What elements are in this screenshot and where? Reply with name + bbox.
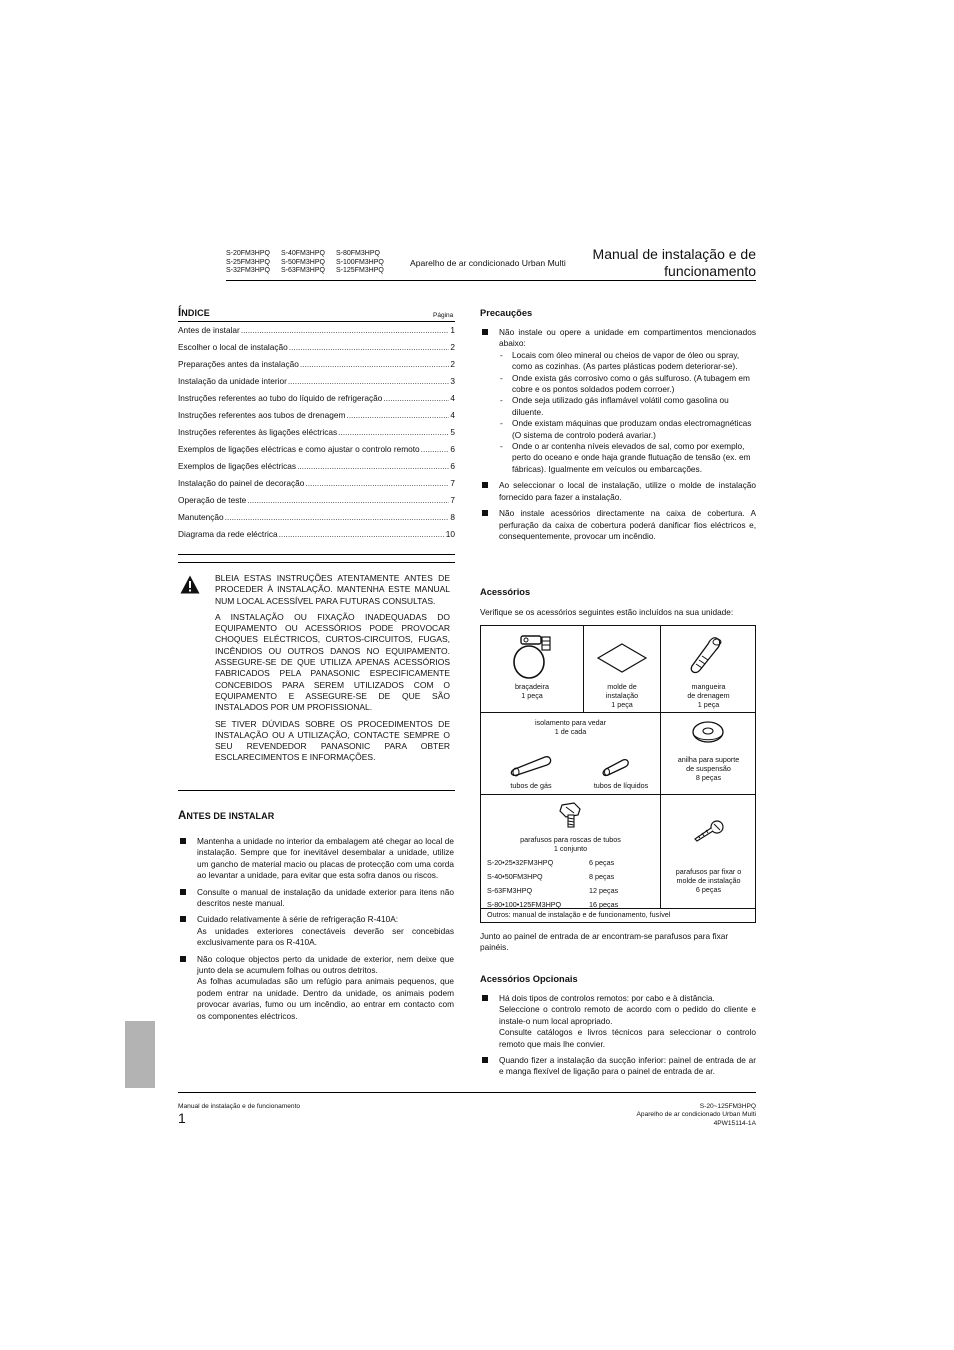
toc-entry[interactable]: Preparações antes da instalação ..... 2	[178, 359, 455, 376]
drain-hose-icon	[686, 634, 726, 678]
toc-entry[interactable]: Exemplos de ligações eléctricas ..... 6	[178, 461, 455, 478]
outros-label: Outros: manual de instalação e de funcionamento, fusível	[487, 910, 671, 919]
toc-entry[interactable]: Exemplos de ligações eléctricas e como ajustar o controlo remoto ..... 6	[178, 444, 455, 461]
model-code: S-50FM3HPQ	[281, 258, 325, 266]
table-row: S-63FM3HPQ 12 peças	[487, 886, 619, 895]
sub-list-item: - Onde o ar contenha níveis elevados de sal, como por exemplo, perto do oceano e onde haja grande flutuação de tensão (ex. em fábricas). Igualmente em veículos ou embarcações.	[500, 441, 751, 474]
language-tab	[125, 1021, 155, 1088]
tubos-gas-label: tubos de gás	[510, 781, 552, 790]
washer-icon	[691, 720, 725, 744]
model-list	[226, 250, 401, 276]
model-code: S-20FM3HPQ	[226, 250, 270, 257]
page-number: 1	[178, 1110, 186, 1126]
parafusos-fixar-label: parafusos par fixar o molde de instalação 6 peças	[675, 867, 742, 894]
list-item: Consulte o manual de instalação da unidade exterior para itens não descritos neste manual.	[180, 887, 454, 910]
toc-bottom-rule	[178, 554, 455, 555]
toc-entry[interactable]: Instruções referentes ao tubo do líquido de refrigeração ..... 4	[178, 393, 455, 410]
toc-entry[interactable]: Antes de instalar ..... 1	[178, 325, 455, 342]
precaucoes-heading: Precauções	[480, 308, 533, 318]
fixing-screw-icon	[691, 819, 725, 845]
anilha-label: anilha para suporte de suspensão 8 peças	[677, 755, 740, 782]
model-code: S-32FM3HPQ	[226, 267, 270, 275]
warning-triangle-icon	[180, 575, 200, 594]
footer-models: S-20~125FM3HPQ	[699, 1103, 756, 1110]
antes-list	[180, 836, 454, 1027]
precaucoes-list	[482, 327, 756, 547]
warning-paragraph: A INSTALAÇÃO OU FIXAÇÃO INADEQUADAS DO EQUIPAMENTO OU ACESSÓRIOS PODE PROVOCAR CHOQUES ELÉCTRICOS, CURTOS-CIRCUITOS, FUGAS, INCÊNDIOS OU OUTROS DANOS NO EQUIPAMENTO. ASSEGURE-SE DE QUE UTILIZA APENAS ACESSÓRIOS FABRICADOS PELA PANASONIC ESPECIFICAMENTE CONCEBIDOS PARA SEREM UTILIZADOS COM O EQUIPAMENTO E ASSEGURE-SE DE QUE SÃO INSTALADOS POR UM PROFISSIONAL.	[215, 611, 450, 713]
list-item: Há dois tipos de controlos remotos: por cabo e à distância. Seleccione o controlo remoto de acordo com o pedido do cliente e instale-o num local apropriado. Consulte catálogos e livros técnicos para seleccionar o controlo remoto que mais lhe convier.	[482, 993, 756, 1050]
acessorios-heading: Acessórios	[480, 587, 531, 597]
footer-info	[600, 1103, 756, 1128]
list-item: Não instale ou opere a unidade em compartimentos mencionados abaixo: - Locais com óleo mineral ou cheios de vapor de óleo ou spray, como as cozinhas. (As partes plásticas podem deteriorar-se). - Onde exista gás corrosivo como o gás sulfuroso. (A tubagem em cobre e os pontos soldados podem corroer.) - Onde seja utilizado gás inflamável volátil como gasolina ou diluente. - Onde existam máquinas que produzam ondas electromagnéticas (O sistema de controlo poderá avariar.) - Onde o ar contenha níveis elevados de sal, como por exemplo, perto do oceano e onde haja grande flutuação de tensão (ex. em fábricas). Igualmente em veículos ou embarcações.	[482, 327, 756, 475]
table-row: S-20•25•32FM3HPQ 6 peças	[487, 858, 615, 867]
header-subtitle: Aparelho de ar condicionado Urban Multi	[410, 258, 566, 268]
sub-list	[499, 350, 756, 475]
parafusos-tubos-label: parafusos para roscas de tubos 1 conjunto	[520, 835, 621, 853]
toc-entry[interactable]: Diagrama da rede eléctrica ..... 10	[178, 529, 455, 546]
acessorios-note: Junto ao painel de entrada de ar encontram-se parafusos para fixar painéis.	[480, 931, 729, 953]
toc-entry[interactable]: Instalação da unidade interior ..... 3	[178, 376, 455, 393]
toc-entry[interactable]: Instruções referentes às ligações eléctricas ..... 5	[178, 427, 455, 444]
footer-rule	[178, 1092, 756, 1093]
toc-page-label: Página	[433, 312, 454, 319]
list-item: Quando fizer a instalação da sucção inferior: painel de entrada de ar e manga flexível de ligação para o painel de entrada de ar.	[482, 1055, 756, 1078]
toc-entry[interactable]: Instalação do painel de decoração ..... 7	[178, 478, 455, 495]
gas-pipe-insulation-icon	[509, 753, 553, 777]
molde-label: molde de instalação 1 peça	[605, 682, 639, 709]
toc-entry[interactable]: Escolher o local de instalação ..... 2	[178, 342, 455, 359]
accessories-table	[480, 625, 756, 923]
table-row: S-80•100•125FM3HPQ 16 peças	[487, 900, 619, 909]
list-item: Cuidado relativamente à série de refrigeração R-410A: As unidades exteriores conectáveis deverão ser concebidas exclusivamente para os R-410A.	[180, 914, 454, 948]
toc-entry[interactable]: Operação de teste ..... 7	[178, 495, 455, 512]
mangueira-label: mangueira de drenagem 1 peça	[687, 682, 730, 709]
template-diamond-icon	[596, 642, 648, 674]
header-rule	[226, 280, 756, 281]
screw-icon	[556, 801, 586, 829]
sub-list-item: - Onde exista gás corrosivo como o gás sulfuroso. (A tubagem em cobre e os pontos soldados podem corroer.)	[500, 372, 750, 395]
warning-top-rule	[178, 562, 455, 563]
warning-paragraph: SE TIVER DÚVIDAS SOBRE OS PROCEDIMENTOS DE INSTALAÇÃO OU A UTILIZAÇÃO, CONTACTE SEMPRE O SEU REVENDEDOR PANASONIC PARA OBTER ESCLARECIMENTOS E INFORMAÇÕES.	[215, 718, 450, 763]
footer-doc-title: Manual de instalação e de funcionamento	[178, 1103, 301, 1110]
warning-paragraph: BLEIA ESTAS INSTRUÇÕES ATENTAMENTE ANTES DE PROCEDER À INSTALAÇÃO. MANTENHA ESTE MANUAL NUM LOCAL ACESSÍVEL PARA FUTURAS CONSULTAS.	[215, 573, 450, 606]
clamp-icon	[509, 632, 553, 680]
toc-top-rule	[178, 321, 455, 322]
toc-heading: ÍNDICE	[178, 307, 210, 319]
table-row: S-40•50FM3HPQ 8 peças	[487, 872, 615, 881]
isolamento-label: isolamento para vedar 1 de cada	[534, 718, 607, 736]
table-of-contents	[178, 325, 455, 546]
sub-list-item: - Onde existam máquinas que produzam ondas electromagnéticas (O sistema de controlo poderá avariar.)	[500, 418, 752, 440]
bracadeira-label: braçadeira 1 peça	[515, 682, 549, 700]
liquid-pipe-insulation-icon	[601, 756, 631, 778]
footer-product: Aparelho de ar condicionado Urban Multi	[636, 1111, 756, 1119]
sub-list-item: - Locais com óleo mineral ou cheios de vapor de óleo ou spray, como as cozinhas. (As partes plásticas podem deteriorar-se).	[500, 349, 740, 372]
warning-text	[215, 573, 450, 769]
acessorios-intro: Verifique se os acessórios seguintes estão incluídos na sua unidade:	[480, 607, 734, 617]
warning-bottom-rule	[178, 790, 455, 791]
opcionais-list	[482, 993, 756, 1083]
model-code: S-25FM3HPQ	[226, 258, 270, 266]
list-item: Mantenha a unidade no interior da embalagem até chegar ao local de instalação. Sempre que for inevitável desembalar a unidade, utilize um gancho de material macio ou placas de protecção com uma corda ao levantar a unidade, para evitar que esta sofra danos ou riscos.	[180, 836, 454, 882]
sub-list-item: - Onde seja utilizado gás inflamável volátil como gasolina ou diluente.	[500, 395, 729, 417]
footer-doc-code: 4PW15114-1A	[713, 1119, 756, 1127]
tubos-liquidos-label: tubos de líquidos	[593, 781, 649, 790]
list-item: Ao seleccionar o local de instalação, utilize o molde de instalação fornecido para fazer a instalação.	[482, 480, 756, 503]
model-code: S-125FM3HPQ	[336, 267, 384, 275]
list-item: Não coloque objectos perto da unidade de exterior, nem deixe que junto dela se acumulem folhas ou outros detritos. As folhas acumuladas são um refúgio para animais pequenos, que podem entrar na unidade. Dentro da unidade, os animais podem provocar avarias, fumo ou um incêndio, ao entrar em contacto com os componentes eléctricos.	[180, 954, 454, 1022]
model-code: S-80FM3HPQ	[336, 250, 380, 257]
screw-quantity-table	[487, 856, 657, 912]
toc-entry[interactable]: Instruções referentes aos tubos de drenagem ..... 4	[178, 410, 455, 427]
document-title: Manual de instalação e de funcionamento	[592, 246, 756, 279]
model-code: S-63FM3HPQ	[281, 267, 325, 275]
model-code: S-40FM3HPQ	[281, 250, 325, 257]
list-item: Não instale acessórios directamente na caixa de cobertura. A perfuração da caixa de cobertura poderá danificar fios eléctricos e, consequentemente, provocar um incêndio.	[482, 508, 756, 542]
antes-heading: ANTES DE INSTALAR	[178, 810, 275, 822]
toc-entry[interactable]: Manutenção ..... 8	[178, 512, 455, 529]
model-code: S-100FM3HPQ	[336, 258, 384, 266]
opcionais-heading: Acessórios Opcionais	[480, 974, 578, 984]
